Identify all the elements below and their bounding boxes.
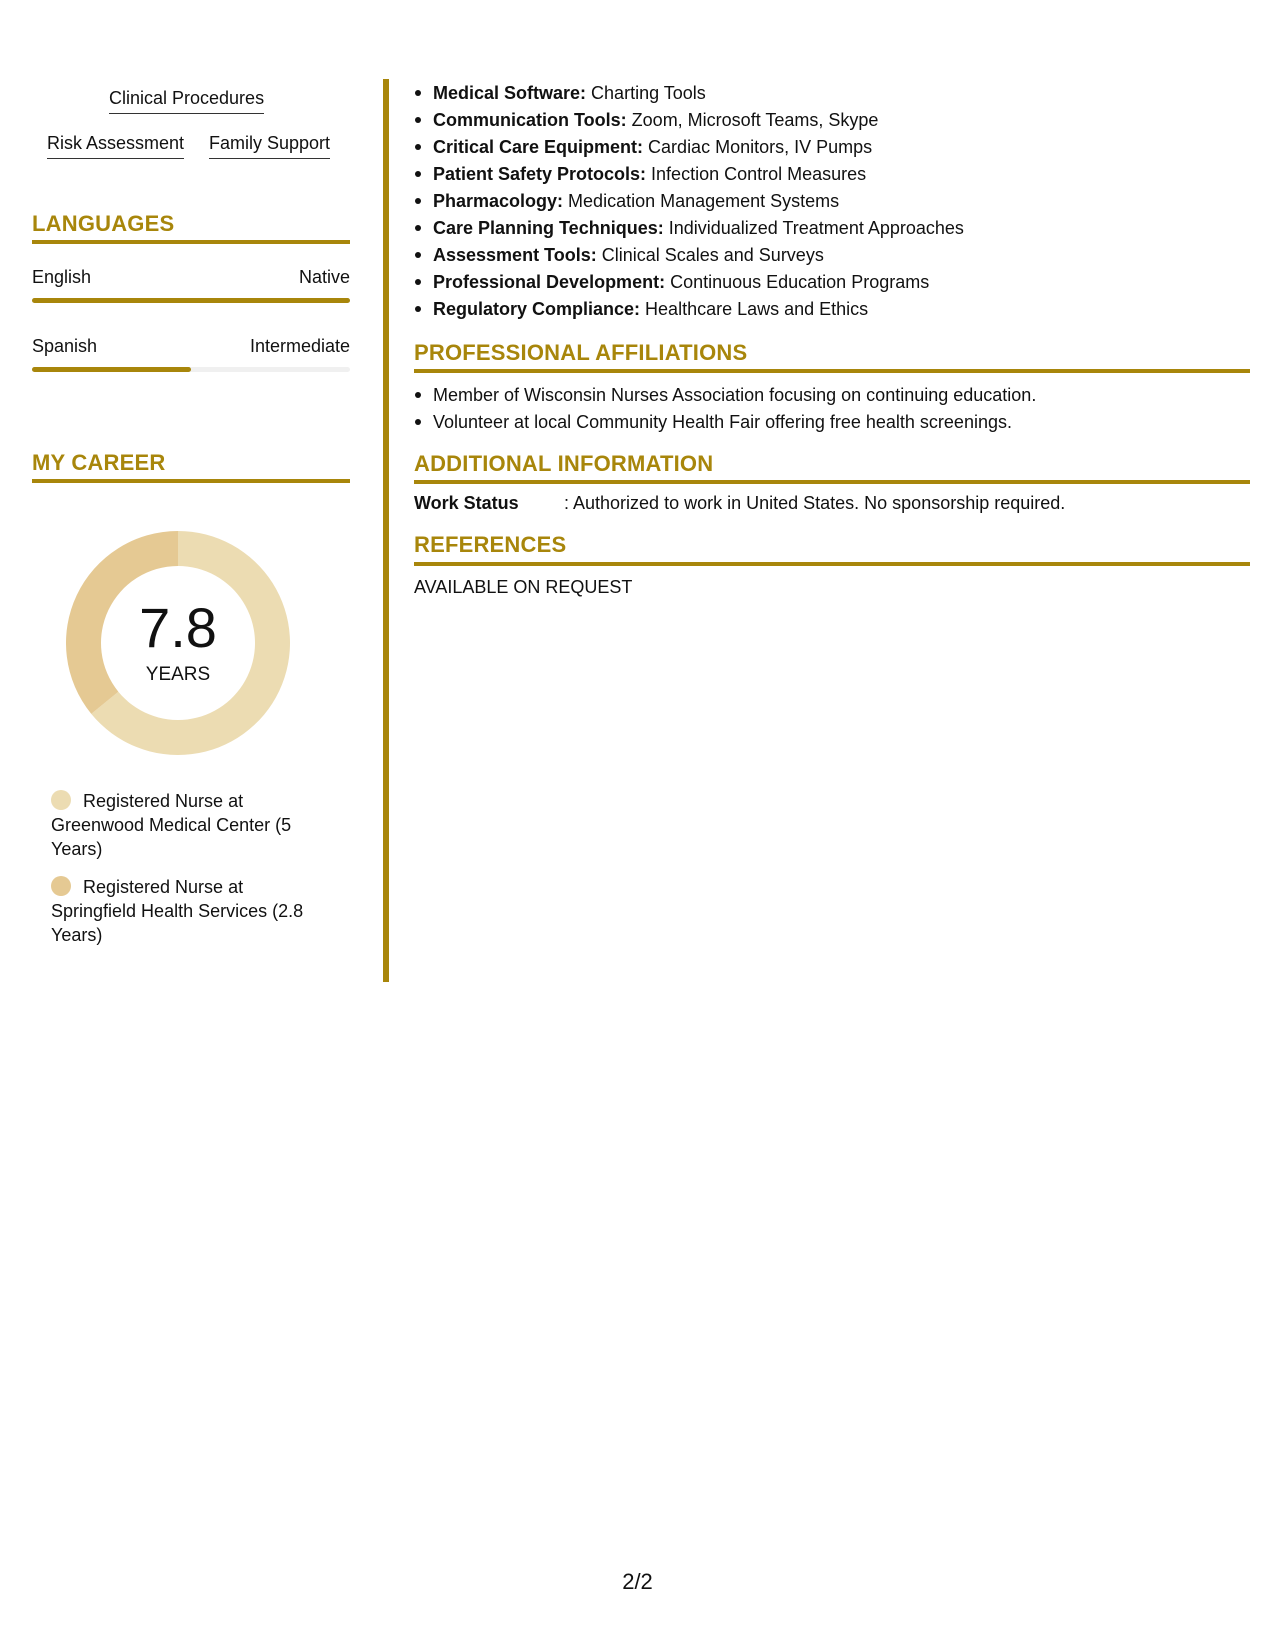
skill-label: Critical Care Equipment: bbox=[433, 137, 644, 157]
skill-tag bbox=[109, 88, 264, 109]
list-item bbox=[414, 107, 1250, 134]
language-proficiency-fill bbox=[32, 298, 350, 303]
skill-tag-label: Clinical Procedures bbox=[109, 88, 265, 108]
language-proficiency-bar bbox=[32, 367, 350, 372]
references-heading-rule bbox=[414, 562, 1250, 566]
list-item bbox=[414, 269, 1250, 296]
career-legend-text: Registered Nurse at Springfield Health Services (2.8 Years) bbox=[51, 877, 304, 945]
skill-underline bbox=[109, 113, 264, 114]
affiliations-list bbox=[414, 382, 1250, 436]
column-divider bbox=[383, 79, 389, 982]
skill-underline bbox=[209, 158, 330, 159]
career-legend-item bbox=[51, 789, 331, 861]
references-text: AVAILABLE ON REQUEST bbox=[414, 577, 633, 597]
list-item bbox=[414, 161, 1250, 188]
additional-info-heading: ADDITIONAL INFORMATION bbox=[414, 451, 714, 476]
skill-label: Professional Development: bbox=[433, 272, 666, 292]
language-proficiency-fill bbox=[32, 367, 191, 372]
skill-tag-label: Risk Assessment bbox=[47, 133, 185, 153]
skill-label: Assessment Tools: bbox=[433, 245, 597, 265]
skill-label: Pharmacology: bbox=[433, 191, 564, 211]
language-level: Native bbox=[298, 267, 350, 287]
technical-skills-list bbox=[414, 80, 1250, 323]
career-total-unit: YEARS bbox=[145, 664, 211, 685]
skill-tag-label: Family Support bbox=[209, 133, 331, 153]
career-legend-item bbox=[51, 875, 331, 947]
skill-label: Communication Tools: bbox=[433, 110, 627, 130]
skill-value: Medication Management Systems bbox=[563, 191, 840, 211]
list-item: Member of Wisconsin Nurses Association focusing on continuing education. bbox=[414, 382, 1250, 409]
career-heading: MY CAREER bbox=[32, 450, 166, 475]
affiliations-heading-rule bbox=[414, 369, 1250, 373]
language-name: Spanish bbox=[32, 336, 98, 356]
additional-info-heading-rule bbox=[414, 480, 1250, 484]
list-item bbox=[414, 296, 1250, 323]
skill-value: Cardiac Monitors, IV Pumps bbox=[643, 137, 873, 157]
career-legend-dot bbox=[51, 876, 71, 896]
language-level: Intermediate bbox=[249, 336, 350, 356]
career-legend-text: Registered Nurse at Greenwood Medical Center (5 Years) bbox=[51, 791, 292, 859]
skill-value: Infection Control Measures bbox=[646, 164, 867, 184]
skill-label: Care Planning Techniques: bbox=[433, 218, 664, 238]
list-item bbox=[414, 215, 1250, 242]
list-item bbox=[414, 188, 1250, 215]
page-number: 2/2 bbox=[622, 1569, 653, 1594]
list-item bbox=[414, 242, 1250, 269]
skill-tag bbox=[47, 133, 184, 154]
work-status-value: : Authorized to work in United States. No sponsorship required. bbox=[564, 493, 1066, 513]
work-status-label: Work Status bbox=[414, 493, 519, 513]
language-proficiency-bar bbox=[32, 298, 350, 303]
skill-value: Healthcare Laws and Ethics bbox=[640, 299, 869, 319]
languages-heading-rule bbox=[32, 240, 350, 244]
career-heading-rule bbox=[32, 479, 350, 483]
list-item bbox=[414, 80, 1250, 107]
languages-heading: LANGUAGES bbox=[32, 211, 175, 236]
list-item: Volunteer at local Community Health Fair offering free health screenings. bbox=[414, 409, 1250, 436]
skill-underline bbox=[47, 158, 184, 159]
skill-value: Continuous Education Programs bbox=[665, 272, 930, 292]
skill-label: Medical Software: bbox=[433, 83, 587, 103]
skill-tag bbox=[209, 133, 330, 154]
skill-value: Zoom, Microsoft Teams, Skype bbox=[626, 110, 879, 130]
career-donut-chart bbox=[66, 531, 290, 755]
language-name: English bbox=[32, 267, 92, 287]
references-heading: REFERENCES bbox=[414, 532, 567, 557]
affiliations-heading: PROFESSIONAL AFFILIATIONS bbox=[414, 340, 748, 365]
skill-value: Individualized Treatment Approaches bbox=[663, 218, 964, 238]
list-item bbox=[414, 134, 1250, 161]
skill-value: Charting Tools bbox=[586, 83, 706, 103]
skill-label: Regulatory Compliance: bbox=[433, 299, 641, 319]
career-total-years: 7.8 bbox=[139, 596, 217, 659]
career-legend-dot bbox=[51, 790, 71, 810]
skill-label: Patient Safety Protocols: bbox=[433, 164, 647, 184]
skill-value: Clinical Scales and Surveys bbox=[596, 245, 824, 265]
